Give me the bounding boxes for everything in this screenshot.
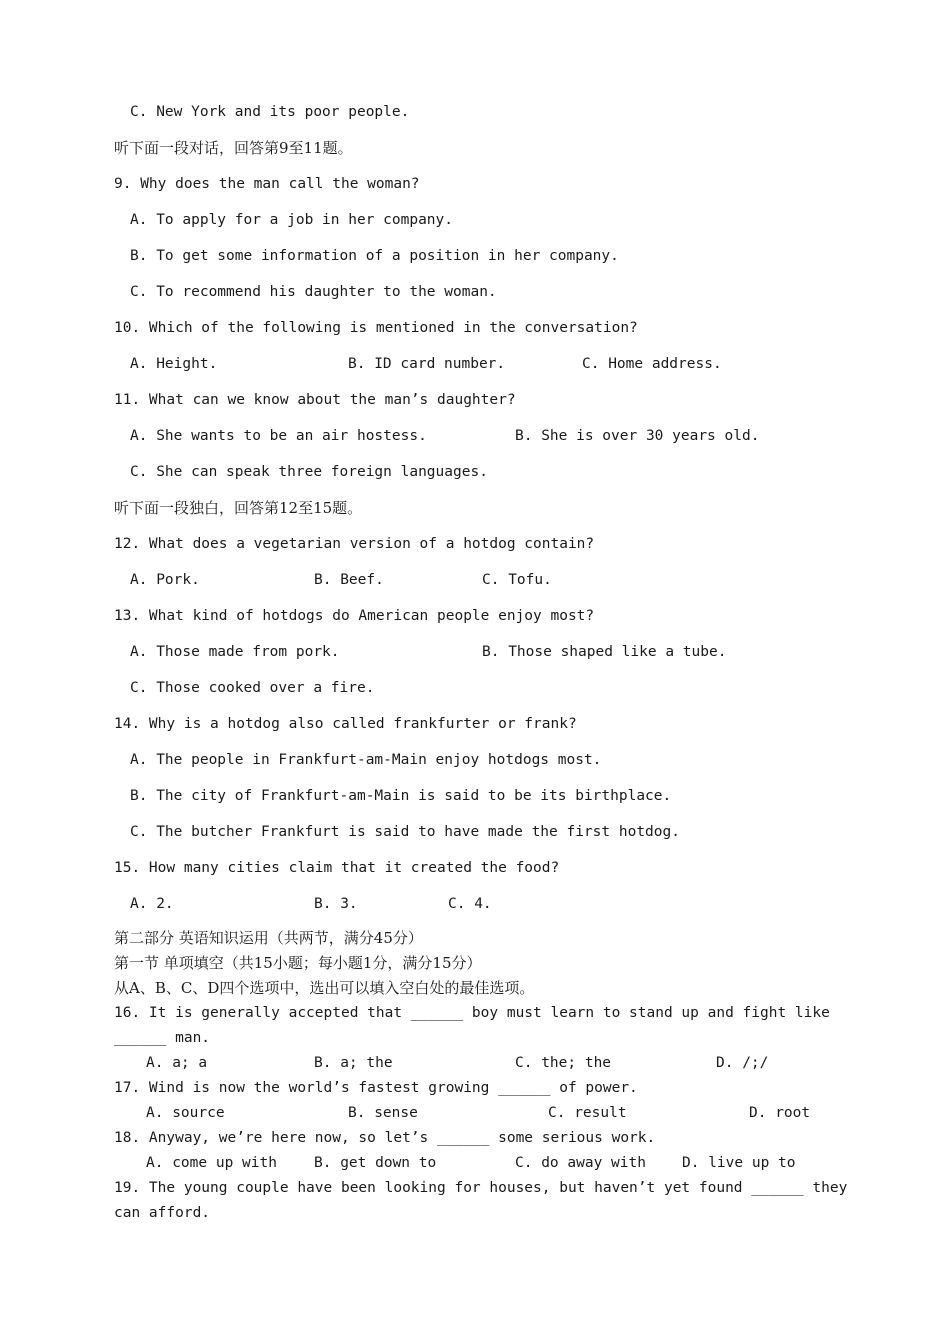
q11-option-a: A. She wants to be an air hostess. xyxy=(130,428,427,444)
q11-option-b: B. She is over 30 years old. xyxy=(515,428,760,444)
q18-option-b: B. get down to xyxy=(314,1155,437,1171)
question-17: 17. Wind is now the world’s fastest growing ______ of power. xyxy=(114,1080,638,1096)
q9-option-b: B. To get some information of a position in her company. xyxy=(130,248,619,264)
q17-option-c: C. result xyxy=(548,1105,627,1121)
q15-option-b: B. 3. xyxy=(314,896,358,912)
q16-option-a: A. a; a xyxy=(146,1055,208,1071)
section-instruction-9-11: 听下面一段对话，回答第9至11题。 xyxy=(114,139,353,157)
q14-option-a: A. The people in Frankfurt-am-Main enjoy hotdogs most. xyxy=(130,752,602,768)
q10-option-c: C. Home address. xyxy=(582,356,722,372)
question-10: 10. Which of the following is mentioned in the conversation? xyxy=(114,320,638,336)
q14-option-c: C. The butcher Frankfurt is said to have made the first hotdog. xyxy=(130,824,680,840)
question-12: 12. What does a vegetarian version of a hotdog contain? xyxy=(114,536,595,552)
q17-option-d: D. root xyxy=(749,1105,811,1121)
q16-option-d: D. /;/ xyxy=(716,1055,769,1071)
question-15: 15. How many cities claim that it created the food? xyxy=(114,860,560,876)
question-11: 11. What can we know about the man’s daughter? xyxy=(114,392,516,408)
question-19-continued: can afford. xyxy=(114,1205,211,1221)
q8-option-c: C. New York and its poor people. xyxy=(130,104,410,120)
q17-option-a: A. source xyxy=(146,1105,225,1121)
q15-option-c: C. 4. xyxy=(448,896,492,912)
question-9: 9. Why does the man call the woman? xyxy=(114,176,420,192)
q13-option-c: C. Those cooked over a fire. xyxy=(130,680,375,696)
q12-option-b: B. Beef. xyxy=(314,572,384,588)
question-13: 13. What kind of hotdogs do American people enjoy most? xyxy=(114,608,595,624)
q17-option-b: B. sense xyxy=(348,1105,418,1121)
q10-option-b: B. ID card number. xyxy=(348,356,506,372)
q13-option-b: B. Those shaped like a tube. xyxy=(482,644,727,660)
q14-option-b: B. The city of Frankfurt-am-Main is said to be its birthplace. xyxy=(130,788,672,804)
q15-option-a: A. 2. xyxy=(130,896,174,912)
q16-option-c: C. the; the xyxy=(515,1055,612,1071)
q9-option-c: C. To recommend his daughter to the woman. xyxy=(130,284,497,300)
section-instruction-12-15: 听下面一段独白，回答第12至15题。 xyxy=(114,499,363,517)
q11-option-c: C. She can speak three foreign languages. xyxy=(130,464,488,480)
q16-option-b: B. a; the xyxy=(314,1055,393,1071)
section-one-heading: 第一节 单项填空（共15小题；每小题1分，满分15分） xyxy=(114,954,482,972)
question-16: 16. It is generally accepted that ______ boy must learn to stand up and fight like xyxy=(114,1005,830,1021)
part-two-heading: 第二部分 英语知识运用（共两节，满分45分） xyxy=(114,929,423,947)
q12-option-a: A. Pork. xyxy=(130,572,200,588)
question-18: 18. Anyway, we’re here now, so let’s ______ some serious work. xyxy=(114,1130,656,1146)
question-16-continued: ______ man. xyxy=(114,1030,211,1046)
section-one-instructions: 从A、B、C、D四个选项中，选出可以填入空白处的最佳选项。 xyxy=(114,979,535,997)
q12-option-c: C. Tofu. xyxy=(482,572,552,588)
q10-option-a: A. Height. xyxy=(130,356,218,372)
q18-option-a: A. come up with xyxy=(146,1155,277,1171)
q18-option-c: C. do away with xyxy=(515,1155,646,1171)
q13-option-a: A. Those made from pork. xyxy=(130,644,340,660)
question-14: 14. Why is a hotdog also called frankfurter or frank? xyxy=(114,716,577,732)
question-19: 19. The young couple have been looking for houses, but haven’t yet found ______ they xyxy=(114,1180,848,1196)
q9-option-a: A. To apply for a job in her company. xyxy=(130,212,454,228)
q18-option-d: D. live up to xyxy=(682,1155,796,1171)
